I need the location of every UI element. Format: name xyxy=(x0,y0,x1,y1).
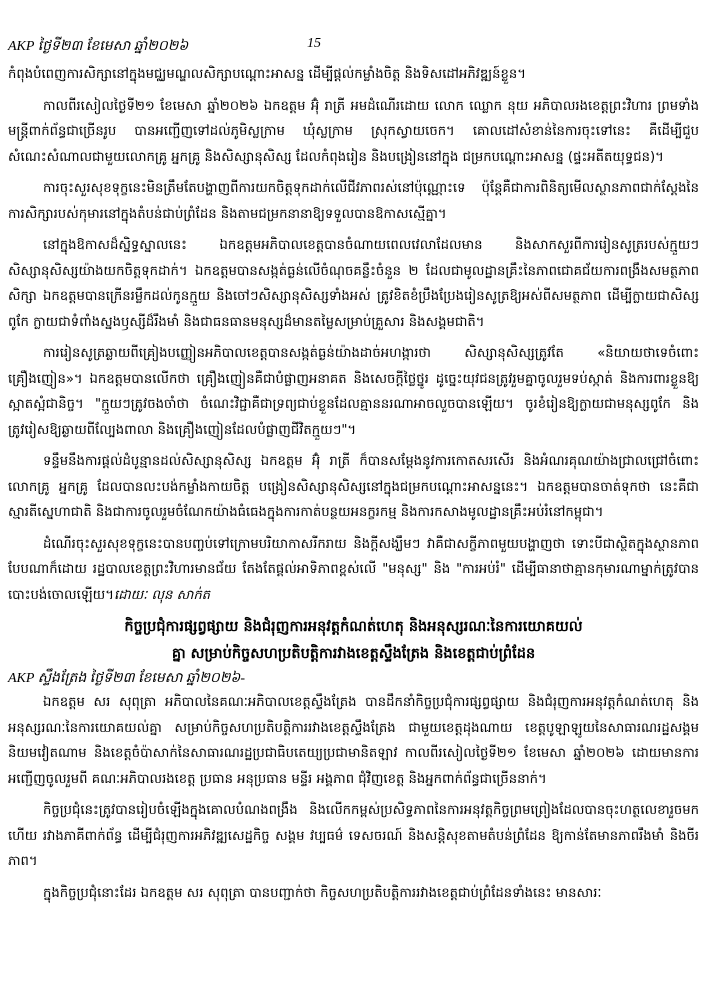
article1-paragraph: ទន្ទឹមនឹងការផ្ដល់ដំបូន្មានដល់សិស្សានុសិស្ស ឯកឧត្តម អ៊ុំ រាត្រី ក៏បានសម្ដែងនូវការកោតសរសើរ និងអំណរគុណយ៉ាងជ្រាលជ្រៅចំពោះ លោកគ្រូ អ្នកគ្រូ ដែលបានលះបង់កម្លាំងកាយចិត្ត បង្រៀនសិស្សានុសិស្សនៅក្នុងជម្រកបណ្ដោះអាសន្ននេះ។ ឯកឧត្តមបានចាត់ទុកថា នេះគឺជាស្មារតីស្នេហាជាតិ និងជាការចូលរួមចំណែកយ៉ាងធំធេងក្នុងការកាត់បន្ថយអនក្ខរកម្ម និងការកសាងមូលដ្ឋានគ្រឹះអប់រំនៅកម្ពុជា។ xyxy=(8,454,699,520)
article2-dateline: AKP ស្ទឹងត្រែង ថ្ងៃទី២៣ ខែមេសា ឆ្នាំ២០២៦- xyxy=(8,671,246,686)
article1-paragraph: កាលពីរសៀលថ្ងៃទី២១ ខែមេសា ឆ្នាំ២០២៦ ឯកឧត្តម អ៊ុំ រាត្រី អមដំណើរដោយ លោក ឈ្លោក នុយ អភិបាលរងខេត្តព្រះវិហារ ព្រមទាំងមន្ត្រីពាក់ព័ន្ធជាច្រើនរូប បានអញ្ជើញទៅដល់ភូមិស្លក្រាម ឃុំស្លក្រាម ស្រុកស្វាយចេក។ គោលដៅសំខាន់នៃការចុះទៅនេះ គឺដើម្បីជួបសំណេះសំណាលជាមួយលោកគ្រូ អ្នកគ្រូ និងសិស្សានុសិស្ស ដែលកំពុងរៀន និងបង្រៀននៅក្នុង ជម្រកបណ្ដោះអាសន្ន (ផ្ទះអតីតយុទ្ធជន)។ xyxy=(8,98,699,165)
article1-byline: ដោយៈ លុន សាក់ត xyxy=(113,587,211,603)
header-dateline: AKP ថ្ងៃទី២៣ ខែមេសា ឆ្នាំ២០២៦ xyxy=(8,39,189,54)
page-body xyxy=(8,62,699,912)
article2-title-line2: គ្នា សម្រាប់កិច្ចសហប្រតិបត្តិការវាងខេត្តស្ទឹងត្រែង និងខេត្តជាប់ព្រំដែន xyxy=(171,646,536,662)
article-school-visit xyxy=(8,62,699,608)
article1-final-paragraph xyxy=(8,532,699,609)
article1-paragraph: កំពុងបំពេញការសិក្សានៅក្នុងមជ្ឈមណ្ឌលសិក្សាបណ្ដោះអាសន្ន ដើម្បីផ្ដល់កម្លាំងចិត្ត និងទិសដៅអភិវឌ្ឍន៍ខ្លួន។ xyxy=(8,67,526,82)
article2-paragraph: ក្នុងកិច្ចប្រជុំនោះដែរ ឯកឧត្តម សរ សុពុត្រា បានបញ្ជាក់ថា កិច្ចសហប្រតិបត្តិការរវាងខេត្តជាប់ព្រំដែនទាំងនេះ មានសារៈ xyxy=(43,885,602,901)
article2-paragraph: កិច្ចប្រជុំនេះត្រូវបានរៀបចំឡើងក្នុងគោលបំណងពង្រឹង និងលើកកម្ពស់ប្រសិទ្ធភាពនៃការអនុវត្តកិច្ចព្រមព្រៀងដែលបានចុះហត្ថលេខារួចមកហើយ រវាងភាគីពាក់ព័ន្ធ ដើម្បីជំរុញការអភិវឌ្ឍសេដ្ឋកិច្ច សង្គម វប្បធម៌ ទេសចរណ៍ និងសន្តិសុខតាមតំបន់ព្រំដែន ឱ្យកាន់តែមានភាពរឹងមាំ និងចីរភាព។ xyxy=(8,803,699,869)
article2-paragraph: ឯកឧត្តម សរ សុពុត្រា អភិបាលនៃគណៈអភិបាលខេត្តស្ទឹងត្រែង បានដឹកនាំកិច្ចប្រជុំការផ្សព្វផ្សាយ និងជំរុញការអនុវត្តកំណត់ហេតុ និងអនុស្សរណៈនៃការយោគយល់គ្នា សម្រាប់កិច្ចសហប្រតិបត្តិការរវាងខេត្តស្ទឹងត្រែង ជាមួយខេត្តដុងណាយ ខេត្តបូឡាឡូយនៃសាធារណរដ្ឋសង្គមនិយមវៀតណាម និងខេត្តចំប៉ាសាក់នៃសាធារណរដ្ឋប្រជាធិបតេយ្យប្រជាមានិតឡាវ កាលពីរសៀលថ្ងៃទី២១ ខែមេសា ឆ្នាំ២០២៦ ដោយមានការអញ្ជើញចូលរួមពី គណៈអភិបាលរងខេត្ត ប្រធាន អនុប្រធាន មន្ទីរ អង្គភាព ជុំវិញខេត្ត និងអ្នកពាក់ព័ន្ធជាច្រើននាក់។ xyxy=(8,695,699,787)
article1-paragraph: នៅក្នុងឱកាសដ៏ស្និទ្ធស្នាលនេះ ឯកឧត្តមអភិបាលខេត្តបានចំណាយពេលវេលាដែលមាន និងសាកសួរពីការរៀនសូត្ររបស់ក្មួយៗសិស្សានុសិស្សយ៉ាងយកចិត្តទុកដាក់។ ឯកឧត្តមបានសង្កត់ធ្ងន់លើចំណុចគន្លឹះចំនួន ២ ដែលជាមូលដ្ឋានគ្រឹះនៃភាពជោគជ័យការពង្រឹងសមត្ថភាពសិក្សា ឯកឧត្តមបានក្រើនរម្លឹកដល់កូនក្មួយ និងចៅៗសិស្សានុសិស្សទាំងអស់ ត្រូវខិតខំប្រឹងប្រែងរៀនសូត្រឱ្យអស់ពីសមត្ថភាព ដើម្បីក្លាយជាសិស្សពូកែ ក្លាយជាទំពាំងស្នងឫស្សីដ៏រឹងមាំ និងជាធនធានមនុស្សដ៏មានតម្លៃសម្រាប់គ្រួសារ និងសង្គមជាតិ។ xyxy=(8,238,699,330)
article2-title-line1: កិច្ចប្រជុំការផ្សព្វផ្សាយ និងជំរុញការអនុវត្តកំណត់ហេតុ និងអនុស្សរណៈនៃការយោគយល់ xyxy=(124,619,583,635)
article1-paragraph: ការចុះសួរសុខទុក្ខនេះមិនត្រឹមតែបង្ហាញពីការយកចិត្តទុកដាក់លើជីវភាពរស់នៅប៉ុណ្ណោះទេ ប៉ុន្តែគឺជាការពិនិត្យមើលស្ថានភាពជាក់ស្ដែងនៃការសិក្សារបស់កុមារនៅក្នុងតំបន់ជាប់ព្រំដែន និងតាមជម្រកនានាឱ្យទទួលបានឱកាសស្មើគ្នា។ xyxy=(8,181,699,222)
page-number: 15 xyxy=(307,36,321,51)
article1-paragraph: ការរៀនសូត្រឆ្លាយពីគ្រៀងបញ្ញៀនអភិបាលខេត្តបានសង្កត់ធ្ងន់យ៉ាងដាច់អហង្ការថា សិស្សានុសិស្សត្រូវតែ «និយាយថាទេចំពោះគ្រឿងញៀន»។ ឯកឧត្តមបានលើកថា គ្រឿងញៀនគឺជាបំផ្លាញអនាគត និងសេចក្ដីថ្លៃថ្នូរ ដូច្នេះយុវជនត្រូវរួមគ្នាចូលរួមទប់ស្កាត់ និងការពារខ្លួនឱ្យស្អាតស្អំជានិច្ច។ "ក្មួយៗត្រូវចងចាំថា ចំណេះវិជ្ជាគឺជាទ្រព្យជាប់ខ្លួនដែលគ្មាននរណាអាចលួចបានឡើយ។ ចូរខំរៀនឱ្យក្លាយជាមនុស្សពូកែ និងត្រូវរៀសឱ្យឆ្ងាយពីល្បែងពាលា និងគ្រឿងញៀនដែលបំផ្លាញជីវិតក្មួយៗ"។ xyxy=(8,346,699,438)
article-border-cooperation xyxy=(8,614,699,906)
page-header xyxy=(0,36,707,56)
article1-paragraph-text: ដំណើរចុះសួរសុខទុក្ខនេះបានបញ្ចប់ទៅក្រោមបរិយាកាសរីករាយ និងក្ដីសង្ឃឹមៗ វាគឺជាសក្ខីភាពមួយបង្ហាញថា ទោះបីជាស្ថិតក្នុងស្ថានភាពបែបណាក៏ដោយ រដ្ឋបាលខេត្តព្រះវិហារមានជ័យ តែងតែផ្ដល់អាទិភាពខ្ពស់លើ "មនុស្ស" និង "ការអប់រំ" ដើម្បីធានាថាគ្មានកុមារណាម្នាក់ត្រូវបានបោះបង់ចោលឡើយ។ xyxy=(8,536,699,603)
article2-title xyxy=(8,614,699,668)
